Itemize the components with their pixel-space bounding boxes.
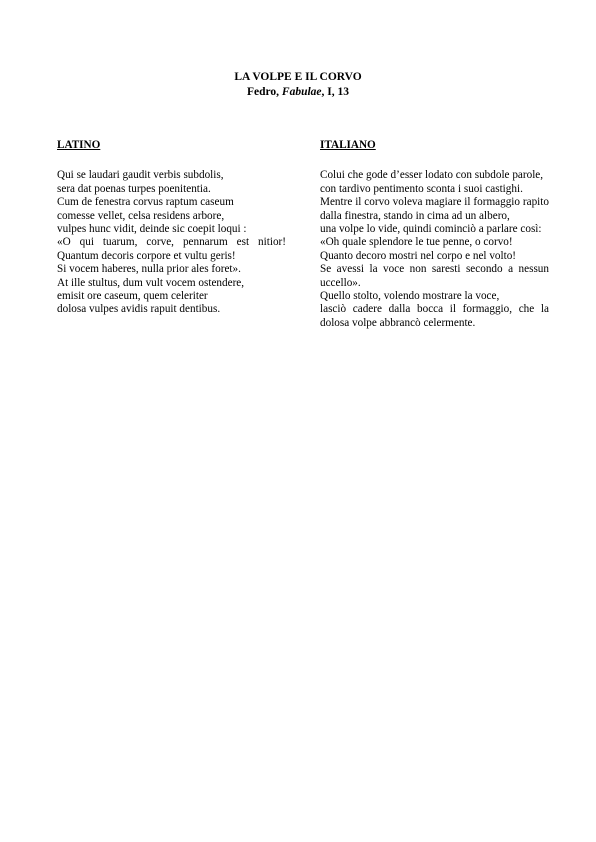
latin-heading: LATINO (57, 139, 101, 151)
italian-line: «Oh quale splendore le tue penne, o corvo! (320, 236, 513, 249)
subtitle-reference: , I, 13 (321, 86, 350, 98)
italian-text (320, 169, 549, 330)
latin-line: At ille stultus, dum vult vocem ostendere, (57, 276, 245, 289)
latin-line: Qui se laudari gaudit verbis subdolis, (57, 169, 224, 182)
document-subtitle (0, 85, 596, 100)
latin-line: Quantum decoris corpore et vultu geris! (57, 249, 236, 262)
latin-column (57, 139, 286, 317)
italian-line: Se avessi la voce non saresti secondo a nessun uccello». (320, 263, 549, 289)
italian-line: Colui che gode d’esser lodato con subdole parole, (320, 169, 544, 182)
latin-line: emisit ore caseum, quem celeriter (57, 290, 208, 303)
subtitle-author: Fedro, (246, 86, 282, 98)
italian-line: lasciò cadere dalla bocca il formaggio, che la dolosa volpe abbrancò celermente. (320, 303, 549, 329)
italian-line: Quello stolto, volendo mostrare la voce, (320, 290, 500, 303)
subtitle-work: Fabulae (281, 86, 322, 98)
latin-line: comesse vellet, celsa residens arbore, (57, 209, 225, 222)
document-title: LA VOLPE E IL CORVO (234, 71, 362, 83)
latin-line: vulpes hunc vidit, deinde sic coepit loqui : (57, 223, 247, 236)
italian-column (320, 139, 549, 330)
italian-line: una volpe lo vide, quindi cominciò a parlare così: (320, 223, 542, 236)
latin-line: dolosa vulpes avidis rapuit dentibus. (57, 303, 221, 316)
latin-text (57, 169, 286, 316)
italian-line: Quanto decoro mostri nel corpo e nel volto! (320, 249, 517, 262)
latin-line: Si vocem haberes, nulla prior ales foret». (57, 263, 241, 276)
title-block (0, 70, 596, 100)
latin-line: sera dat poenas turpes poenitentia. (57, 182, 211, 195)
italian-line: Mentre il corvo voleva magiare il formaggio rapito dalla finestra, stando in cima ad un albero, (320, 196, 549, 222)
latin-line: «O qui tuarum, corve, pennarum est nitior! (57, 236, 286, 249)
italian-line: con tardivo pentimento sconta i suoi castighi. (320, 182, 523, 195)
italian-heading: ITALIANO (320, 139, 376, 151)
latin-line: Cum de fenestra corvus raptum caseum (57, 196, 234, 209)
